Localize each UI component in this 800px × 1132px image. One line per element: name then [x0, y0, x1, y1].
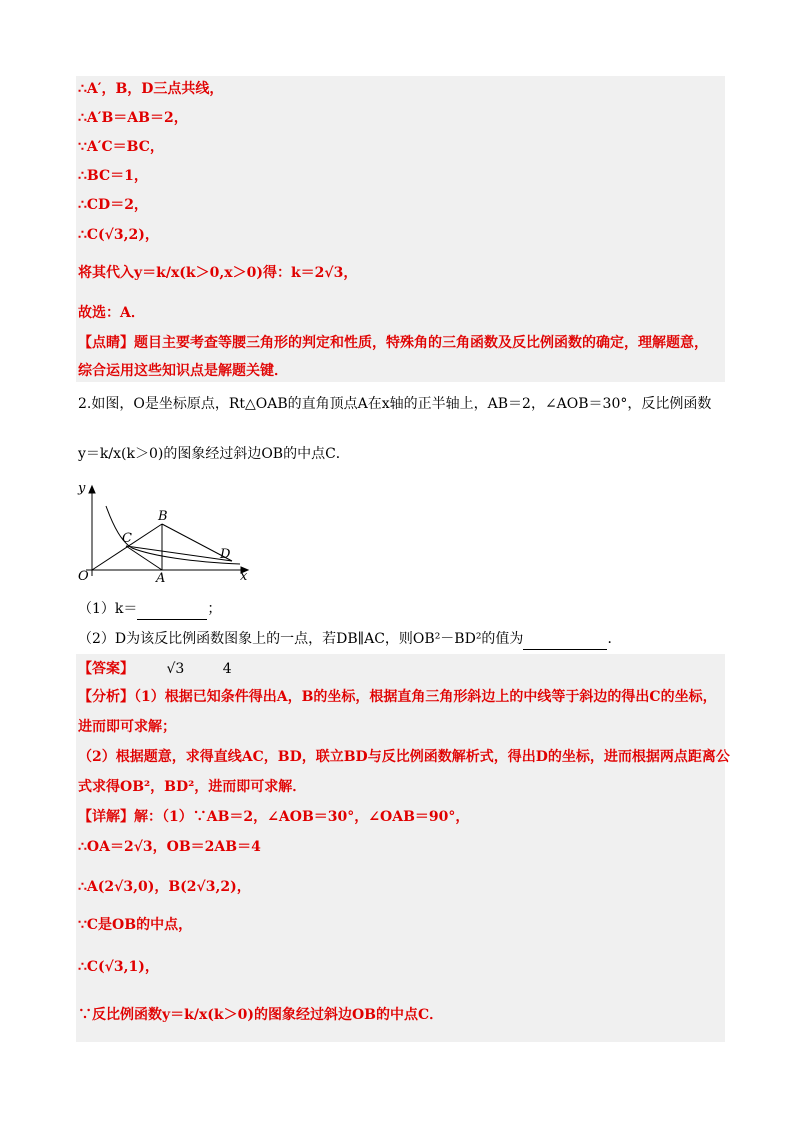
- comment-tag: 【点睛】: [78, 335, 134, 351]
- answer-value-2: 4: [222, 661, 232, 677]
- analysis-line-3: （2）根据题意，求得直线AC，BD，联立BD与反比例函数解析式，得出D的坐标，进而根据两点距离公: [78, 749, 730, 765]
- text-line: ∵A′C＝BC，: [78, 139, 164, 155]
- detail-tag: 【详解】: [78, 809, 134, 825]
- label-c: C: [122, 531, 132, 546]
- comment-line: [78, 332, 708, 354]
- answer-blank-1[interactable]: [137, 605, 207, 620]
- comment-line-2: 综合运用这些知识点是解题关键．: [78, 363, 288, 379]
- analysis-line-2: 进而即可求解；: [78, 719, 176, 735]
- label-a: A: [156, 571, 166, 586]
- question-line-2: y＝k/x(k＞0)的图象经过斜边OB的中点C．: [78, 446, 350, 462]
- text-line: 将其代入y＝k/x(k＞0,x＞0)得：k＝2√3，: [78, 265, 358, 281]
- subquestion-2-end: ．: [607, 631, 622, 647]
- text-line: ∴A′B＝AB＝2，: [78, 110, 188, 126]
- y-axis-arrow: [89, 486, 95, 493]
- analysis-text-1: （1）根据已知条件得出A，B的坐标，根据直角三角形斜边上的中线等于斜边的得出C的坐标，: [134, 689, 717, 705]
- answer-tag: 【答案】: [78, 661, 134, 677]
- label-y: y: [78, 481, 86, 496]
- label-d: D: [220, 547, 231, 562]
- subquestion-1-end: ；: [207, 601, 222, 617]
- text-line: 故选：A．: [78, 305, 145, 321]
- label-b: B: [158, 509, 168, 524]
- label-o: O: [78, 569, 89, 584]
- detail-line-3: ∴A(2√3,0)，B(2√3,2)，: [78, 879, 251, 895]
- answer-line: [78, 658, 232, 680]
- subquestion-1-text: （1）k＝: [78, 601, 138, 617]
- detail-line-4: ∵C是OB的中点，: [78, 917, 193, 933]
- detail-line-6: ∵反比例函数y＝k/x(k＞0)的图象经过斜边OB的中点C．: [78, 1007, 444, 1023]
- segment-ac: [126, 546, 162, 570]
- subquestion-2-text: （2）D为该反比例函数图象上的一点，若DB∥AC，则OB²－BD²的值为: [78, 631, 524, 647]
- detail-line-5: ∴C(√3,1)，: [78, 959, 159, 975]
- analysis-line-4: 式求得OB²，BD²，进而即可求解．: [78, 779, 307, 795]
- detail-line-1: [78, 806, 469, 828]
- coordinate-figure: [72, 476, 272, 586]
- text-line: ∴A′，B，D三点共线，: [78, 81, 224, 97]
- detail-text-1: 解：（1）∵AB＝2，∠AOB＝30°，∠OAB＝90°，: [134, 809, 470, 825]
- detail-line-2: ∴OA＝2√3，OB＝2AB＝4: [78, 839, 261, 855]
- label-x: x: [240, 569, 248, 584]
- analysis-tag: 【分析】: [78, 689, 134, 705]
- subquestion-2: [78, 628, 621, 650]
- analysis-line-1: [78, 686, 717, 708]
- subquestion-1: [78, 598, 221, 620]
- comment-text: 题目主要考查等腰三角形的判定和性质，特殊角的三角函数及反比例函数的确定，理解题意，: [134, 335, 708, 351]
- text-line: ∴C(√3,2)，: [78, 227, 159, 243]
- text-line: ∴BC＝1，: [78, 168, 148, 184]
- answer-blank-2[interactable]: [523, 635, 607, 650]
- text-line: ∴CD＝2，: [78, 197, 148, 213]
- answer-value-1: √3: [166, 661, 185, 677]
- question-line-1: 2.如图，O是坐标原点，Rt△OAB的直角顶点A在x轴的正半轴上，AB＝2，∠AOB＝30°，反比例函数: [78, 396, 712, 412]
